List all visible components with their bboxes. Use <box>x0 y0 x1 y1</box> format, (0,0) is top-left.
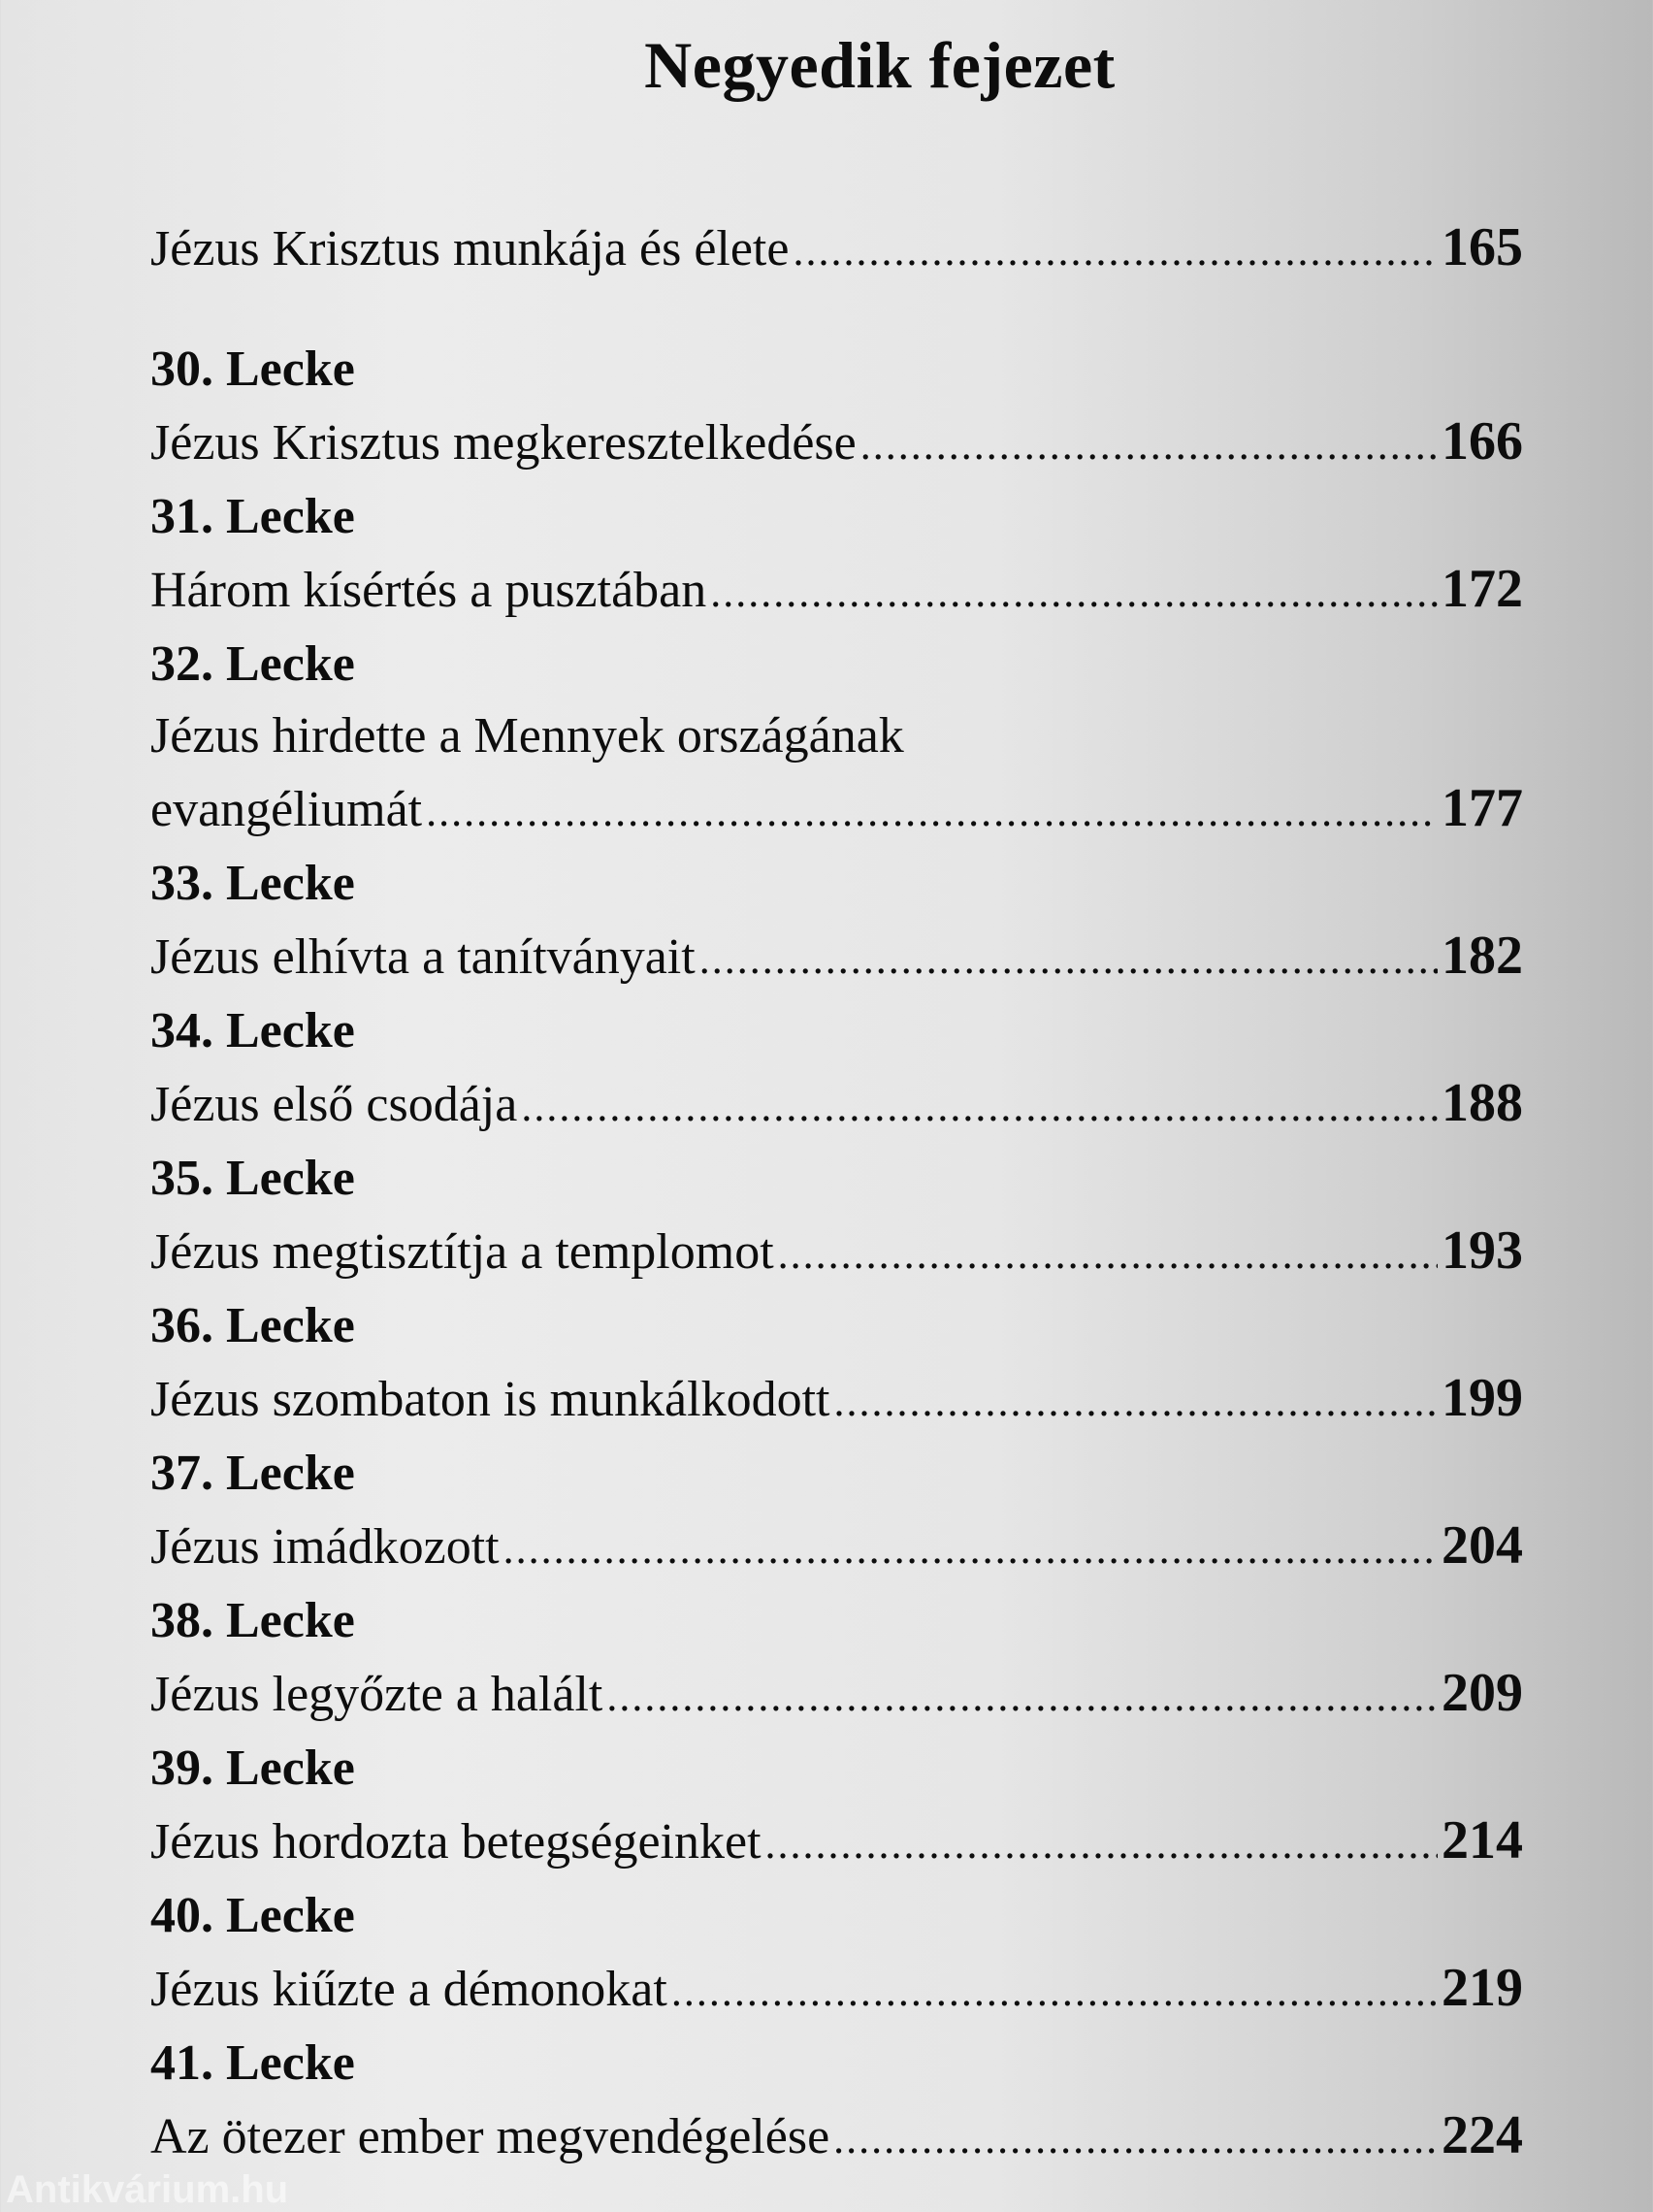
entry-title: Jézus kiűzte a démonokat <box>150 1962 667 2017</box>
entry-title: Az ötezer ember megvendégelése <box>150 2109 830 2164</box>
toc-entry <box>150 1510 1523 1585</box>
toc-entry <box>150 2099 1523 2175</box>
lesson-heading: 40. Lecke <box>150 1888 355 1943</box>
page-number: 172 <box>1442 559 1523 619</box>
dot-leader <box>606 1661 1438 1733</box>
dot-leader <box>671 1956 1438 2028</box>
chapter-title: Negyedik fejezet <box>644 28 1116 102</box>
entry-title: Jézus elhívta a tanítványait <box>150 929 696 985</box>
table-of-contents <box>150 211 1523 2175</box>
page-number: 219 <box>1442 1958 1523 2018</box>
dot-leader <box>521 1071 1438 1143</box>
lesson-heading: 34. Lecke <box>150 1003 355 1058</box>
page-number: 209 <box>1442 1663 1523 1723</box>
lesson-heading: 41. Lecke <box>150 2035 355 2091</box>
toc-entry <box>150 1362 1523 1438</box>
page-number: 177 <box>1442 778 1523 838</box>
lesson-heading: 36. Lecke <box>150 1298 355 1353</box>
toc-entry <box>150 920 1523 995</box>
page-number: 165 <box>1442 217 1523 277</box>
page-number: 224 <box>1442 2105 1523 2165</box>
entry-title: Jézus imádkozott <box>150 1519 500 1575</box>
entry-title: Jézus megtisztítja a templomot <box>150 1224 774 1280</box>
entry-title: Jézus hordozta betegségeinket <box>150 1814 762 1870</box>
entry-title: Jézus legyőzte a halált <box>150 1667 603 1722</box>
lesson-38 <box>150 1585 1523 1733</box>
lesson-heading: 31. Lecke <box>150 489 355 544</box>
toc-entry <box>150 1952 1523 2028</box>
lesson-37 <box>150 1438 1523 1585</box>
dot-leader <box>765 1808 1438 1880</box>
toc-entry <box>150 1067 1523 1143</box>
dot-leader <box>833 1366 1438 1438</box>
toc-entry <box>150 1215 1523 1290</box>
lesson-31 <box>150 481 1523 629</box>
page-number: 199 <box>1442 1368 1523 1428</box>
lesson-heading: 30. Lecke <box>150 342 355 397</box>
dot-leader <box>833 2103 1438 2175</box>
page-number: 214 <box>1442 1810 1523 1870</box>
lesson-41 <box>150 2028 1523 2175</box>
watermark: Antikvárium.hu <box>6 2168 289 2211</box>
lesson-36 <box>150 1290 1523 1438</box>
entry-title: Jézus szombaton is munkálkodott <box>150 1372 830 1427</box>
lesson-heading: 32. Lecke <box>150 636 355 692</box>
lesson-30 <box>150 334 1523 481</box>
dot-leader <box>860 409 1438 481</box>
dot-leader <box>503 1513 1438 1585</box>
lesson-40 <box>150 1880 1523 2028</box>
lesson-33 <box>150 848 1523 995</box>
entry-title: Három kísértés a pusztában <box>150 563 707 618</box>
toc-entry <box>150 553 1523 629</box>
dot-leader <box>426 776 1438 848</box>
dot-leader <box>778 1219 1438 1290</box>
page-number: 193 <box>1442 1220 1523 1281</box>
toc-entry <box>150 406 1523 481</box>
spacer <box>150 287 1523 334</box>
entry-title: Jézus első csodája <box>150 1077 518 1132</box>
page-number: 182 <box>1442 926 1523 986</box>
toc-entry-intro <box>150 211 1523 287</box>
toc-entry <box>150 1805 1523 1880</box>
page-number: 204 <box>1442 1515 1523 1576</box>
entry-title: evangéliumát <box>150 782 423 837</box>
dot-leader <box>793 215 1438 287</box>
lesson-heading: 37. Lecke <box>150 1446 355 1501</box>
lesson-34 <box>150 995 1523 1143</box>
toc-entry <box>150 1657 1523 1733</box>
lesson-heading: 39. Lecke <box>150 1740 355 1796</box>
lesson-heading: 33. Lecke <box>150 856 355 911</box>
lesson-39 <box>150 1733 1523 1880</box>
dot-leader <box>710 557 1438 629</box>
lesson-heading: 38. Lecke <box>150 1593 355 1648</box>
page-number: 166 <box>1442 411 1523 472</box>
page-number: 188 <box>1442 1073 1523 1133</box>
dot-leader <box>699 924 1438 995</box>
lesson-35 <box>150 1143 1523 1290</box>
toc-entry <box>150 772 1523 848</box>
entry-title-line1: Jézus hirdette a Mennyek országának <box>150 708 904 764</box>
entry-title: Jézus Krisztus megkeresztelkedése <box>150 415 857 471</box>
entry-title: Jézus Krisztus munkája és élete <box>150 221 790 276</box>
lesson-heading: 35. Lecke <box>150 1151 355 1206</box>
lesson-32 <box>150 629 1523 848</box>
